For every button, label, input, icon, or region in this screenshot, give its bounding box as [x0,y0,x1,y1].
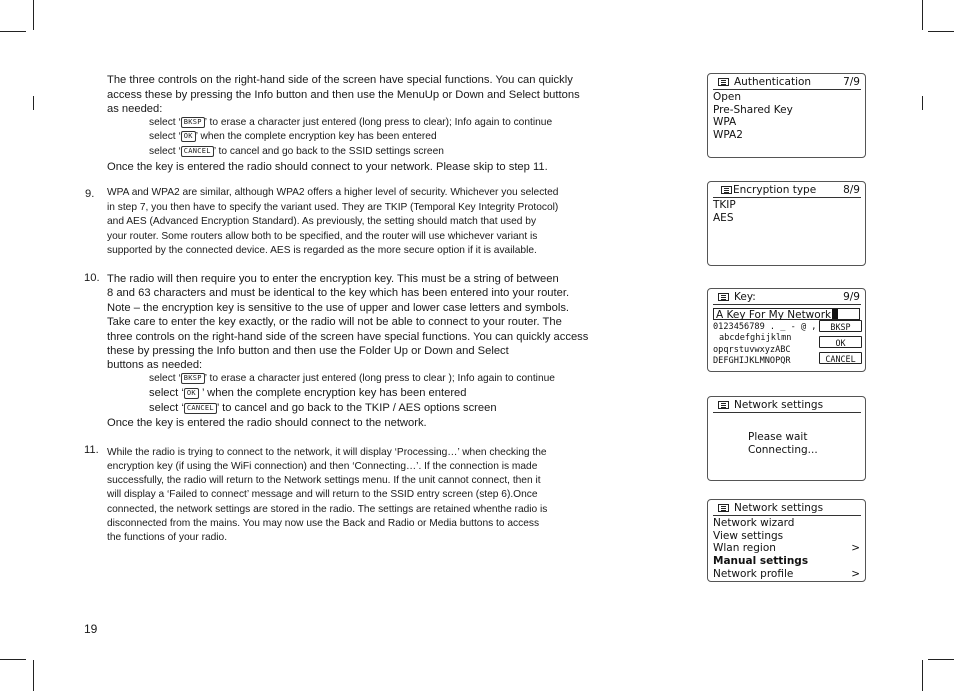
menu-item-label: Wlan region [713,542,776,555]
step11-line: the functions of your radio. [107,532,228,543]
lcd-page-count: 9/9 [843,291,860,303]
option-line [149,145,444,160]
lcd-header [713,184,861,198]
option-prefix: select ‘ [149,387,184,399]
lcd-menu [713,517,860,581]
step11-line: successfully, the radio will return to the Network settings menu. If the unit cannot connect, then it [107,475,541,486]
wait-line: Connecting... [748,443,818,456]
lcd-header [713,291,861,305]
crop-mark [922,96,923,110]
intro-line: access these by pressing the Info button and then use the MenuUp or Down and Select buttons [107,89,580,101]
lcd-title: Authentication [734,76,812,88]
key-input[interactable] [713,308,860,320]
step10-line: these by pressing the Info button and then use the Folder Up or Down and Select [107,345,509,357]
option-prefix: select ‘ [149,117,181,128]
charset-row[interactable]: abcdefghijklmn [719,333,792,344]
option-text: ’ when the complete encryption key has been entered [195,131,437,142]
step11-line: encryption key (if using the WiFi connection) and then ‘Connecting…’. If the connection is made [107,461,538,472]
wait-message [748,431,865,456]
lcd-page-count: 7/9 [843,76,860,88]
lcd-menu [713,199,860,224]
crop-mark [928,659,954,660]
wait-line: Please wait [748,431,808,443]
key-side-buttons [819,320,862,368]
menu-item-label: Network wizard [713,517,795,529]
text-cursor [832,309,838,319]
menu-list-icon [718,293,729,301]
step-number: 9. [85,188,95,200]
lcd-header [713,502,861,516]
step10-line: 8 and 63 characters and must be identical to the key which has been entered into your router. [107,287,570,299]
menu-item-wpa[interactable]: WPA [713,116,737,129]
cancel-button-glyph: CANCEL [181,146,214,157]
crop-mark [0,659,26,660]
menu-item-pre-shared-key[interactable]: Pre-Shared Key [713,103,793,116]
lcd-key-entry-screen [707,288,866,372]
intro-line: as needed: [107,103,163,115]
crop-mark [922,660,923,691]
lcd-network-settings-screen [707,499,866,582]
option-line [149,386,467,401]
menu-list-icon [718,401,729,409]
lcd-title: Encryption type [733,184,817,196]
menu-item-aes[interactable]: AES [713,211,734,224]
menu-item-network-wizard[interactable] [713,517,860,530]
step10-closing: Once the key is entered the radio should connect to the network. [107,417,427,429]
bksp-button-glyph: BKSP [181,373,205,384]
crop-mark [33,0,34,30]
option-prefix: select ‘ [149,131,181,142]
step9-line: your router. Some routers allow both to be specified, and the router will use whichever variant is [107,231,538,242]
lcd-header [713,399,861,413]
option-text: ’ to erase a character just entered (long press to clear); Info again to continue [204,117,553,128]
menu-list-icon [721,186,732,194]
option-line [149,116,552,131]
menu-list-icon [718,78,729,86]
page-number: 19 [84,622,98,636]
step-number: 10. [84,272,100,284]
step10-line: The radio will then require you to enter the encryption key. This must be a string of between [107,273,559,285]
lcd-encryption-screen [707,181,866,266]
step10-line: Note – the encryption key is sensitive to the use of upper and lower case letters and symbols. [107,302,570,314]
crop-mark [33,96,34,110]
step-number: 11. [84,444,99,456]
menu-item-manual-settings[interactable] [713,555,860,568]
crop-mark [33,660,34,691]
option-text: ’ when the complete encryption key has been entered [198,387,467,399]
option-prefix: select ‘ [149,146,181,157]
charset-row[interactable]: DEFGHIJKLMNOPQR [713,355,791,366]
submenu-arrow-icon: > [851,542,860,555]
lcd-menu [713,91,860,142]
menu-item-tkip[interactable]: TKIP [713,199,736,211]
menu-item-label: Manual settings [713,555,809,568]
crop-mark [928,31,954,32]
lcd-authentication-screen [707,73,866,158]
bksp-button[interactable]: BKSP [819,320,862,332]
step10-line: three controls on the right-hand side of the screen have special functions. You can quickly access [107,331,589,343]
ok-button-glyph: OK [184,388,199,399]
menu-item-network-profile[interactable] [713,568,860,581]
lcd-header [713,76,861,90]
intro-line: The three controls on the right-hand side of the screen have special functions. You can quickly [107,74,573,86]
step11-line: disconnected from the mains. You may now use the Back and Radio or Media buttons to access [107,518,540,529]
menu-item-open[interactable]: Open [713,91,742,103]
step11-line: connected, the network settings are stored in the radio. The settings are retained whenthe radio is [107,504,548,515]
cancel-button[interactable]: CANCEL [819,352,862,364]
charset-row[interactable]: 0123456789 . _ - @ , [713,322,817,332]
charset-row[interactable]: opqrstuvwxyzABC [713,344,791,355]
step9-line: and AES (Advanced Encryption Standard). As previously, the setting should match that used by [107,216,537,227]
step9-line: in step 7, you then have to specify the variant used. They are TKIP (Temporal Key Integrity Protocol) [107,202,559,213]
step10-line: buttons as needed: [107,359,203,371]
cancel-button-glyph: CANCEL [184,403,217,414]
menu-item-wlan-region[interactable] [713,542,860,555]
step11-line: will display a ‘Failed to connect’ message and will return to the SSID entry screen (step 6).Once [107,489,538,500]
menu-item-wpa2[interactable]: WPA2 [713,129,743,142]
option-line [149,130,437,145]
lcd-connecting-screen [707,396,866,481]
lcd-page-count: 8/9 [843,184,860,196]
intro-closing: Once the key is entered the radio should connect to your network. Please skip to step 11. [107,161,548,173]
key-value: A Key For My Network [716,309,832,321]
lcd-title: Network settings [734,399,824,411]
menu-item-label: Network profile [713,567,794,580]
step9-line: WPA and WPA2 are similar, although WPA2 offers a higher level of security. Whichever you selected [107,187,559,198]
option-text: ’ to cancel and go back to the TKIP / AES options screen [216,402,497,414]
option-text: ’ to cancel and go back to the SSID settings screen [213,146,444,157]
menu-item-label: View settings [713,529,784,542]
ok-button-glyph: OK [181,131,196,142]
option-line [149,401,497,416]
option-text: ’ to erase a character just entered (long press to clear ); Info again to continue [204,373,555,384]
step9-line: supported by the connected device. AES is regarded as the more secure option if it is available. [107,245,537,256]
menu-list-icon [718,504,729,512]
crop-mark [922,0,923,30]
option-prefix: select ‘ [149,402,184,414]
ok-button[interactable]: OK [819,336,862,348]
step10-line: Take care to enter the key exactly, or the radio will not be able to connect to your router. The [107,316,562,328]
option-line [149,372,555,387]
submenu-arrow-icon: > [851,567,860,580]
lcd-title: Key: [734,291,756,303]
bksp-button-glyph: BKSP [181,117,205,128]
option-prefix: select ‘ [149,373,181,384]
step11-line: While the radio is trying to connect to the network, it will display ‘Processing…’ when checking the [107,447,547,458]
lcd-title: Network settings [734,502,824,514]
crop-mark [0,31,26,32]
menu-item-view-settings[interactable] [713,530,860,543]
